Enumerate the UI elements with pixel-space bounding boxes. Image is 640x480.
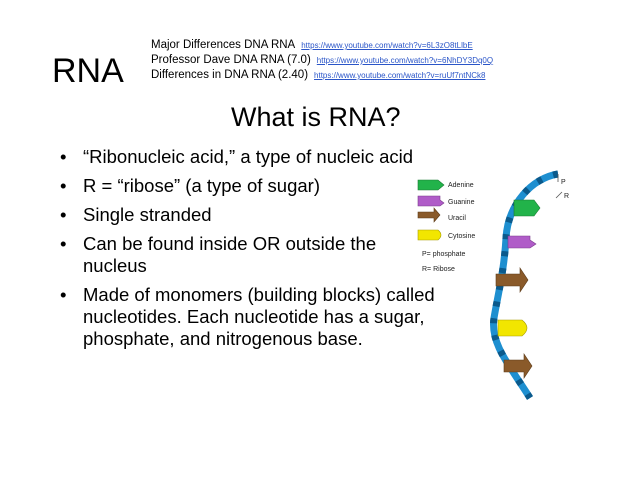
bullet-item: • Made of monomers (building blocks) called nucleotides. Each nucleotide has a sugar, phosphate, and nitrogenous base. xyxy=(60,284,440,350)
key-note-ribose: R= Ribose xyxy=(422,266,455,273)
bullet-item: • Single stranded xyxy=(60,204,440,226)
bullet-item: • “Ribonucleic acid,” a type of nucleic acid xyxy=(60,146,440,168)
video-link-label: Professor Dave DNA RNA (7.0) xyxy=(151,54,311,66)
legend-cytosine xyxy=(418,230,475,240)
legend-label-guanine: Guanine xyxy=(448,199,475,206)
bullet-item: • R = “ribose” (a type of sugar) xyxy=(60,175,440,197)
strand-label-ribose: R xyxy=(564,193,570,200)
legend-label-adenine: Adenine xyxy=(448,182,474,189)
video-link-url[interactable]: https://www.youtube.com/watch?v=ruUf7ntNCk8 xyxy=(314,71,486,80)
video-link-row xyxy=(151,38,493,53)
bullet-item: • Can be found inside OR outside the nucleus xyxy=(60,233,440,277)
slide-heading: What is RNA? xyxy=(231,102,401,132)
legend-label-uracil: Uracil xyxy=(448,215,466,222)
video-link-row xyxy=(151,68,493,83)
legend-guanine xyxy=(418,196,475,206)
video-link-row xyxy=(151,53,493,68)
legend-label-cytosine: Cytosine xyxy=(448,233,476,240)
bullet-list xyxy=(60,146,440,357)
video-link-label: Major Differences DNA RNA xyxy=(151,39,296,51)
video-link-url[interactable]: https://www.youtube.com/watch?v=6NhDY3Dq0Q xyxy=(316,56,494,65)
video-links xyxy=(151,38,493,83)
base-cytosine xyxy=(498,320,527,336)
strand-label-phosphate: P xyxy=(561,179,566,186)
video-link-label: Differences in DNA RNA (2.40) xyxy=(151,69,309,81)
legend-uracil xyxy=(418,208,466,222)
key-note-phosphate: P= phosphate xyxy=(422,251,466,258)
slide-title: RNA xyxy=(52,52,124,90)
video-link-url[interactable]: https://www.youtube.com/watch?v=6L3zO8tLlbE xyxy=(301,41,473,50)
rna-strand-diagram xyxy=(412,168,600,400)
base-adenine xyxy=(514,200,540,216)
base-guanine xyxy=(508,236,536,248)
legend-adenine xyxy=(418,180,474,190)
